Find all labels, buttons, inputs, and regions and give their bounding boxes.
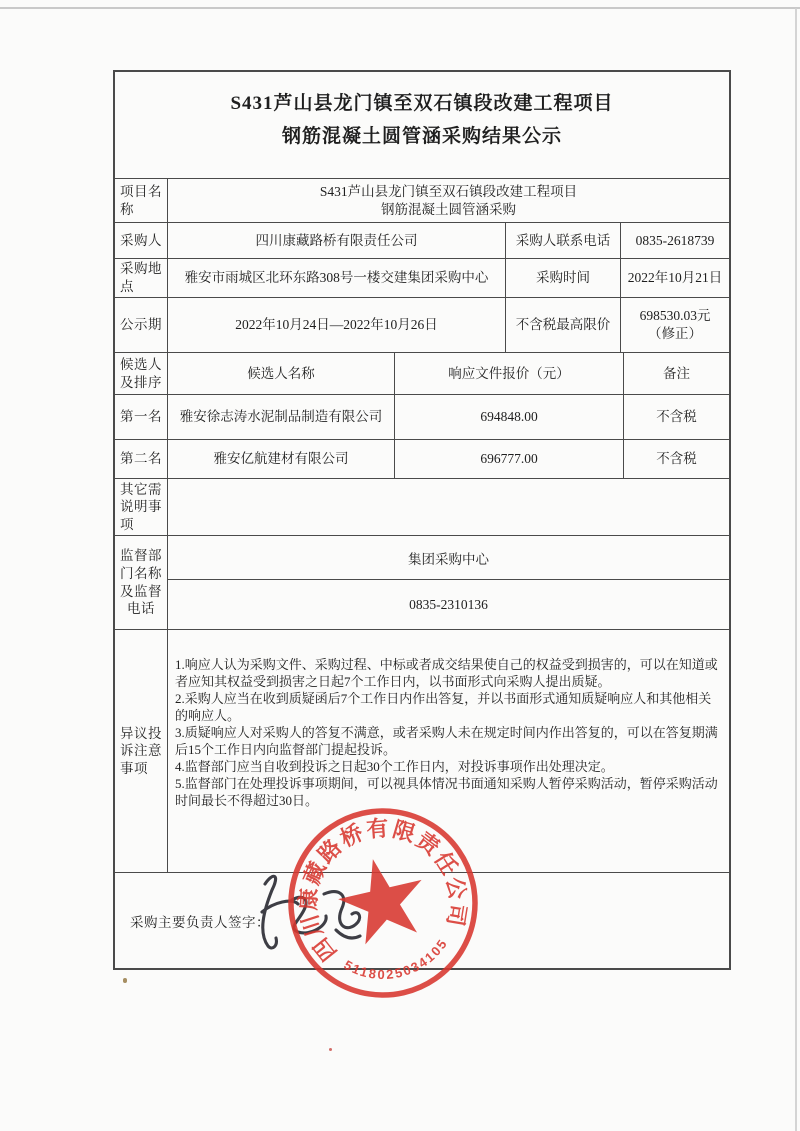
complaint-item-2: 2.采购人应当在收到质疑函后7个工作日内作出答复，并以书面形式通知质疑响应人和其他相关的响应人。 <box>175 691 712 723</box>
purchaser-value: 四川康藏路桥有限责任公司 <box>168 223 506 258</box>
complaint-label: 异议投诉注意事项 <box>115 630 168 872</box>
project-name-value <box>168 179 729 222</box>
location-value: 雅安市雨城区北环东路308号一楼交建集团采购中心 <box>168 259 506 297</box>
purchaser-phone-value: 0835-2618739 <box>635 232 715 248</box>
candidate-1-rank: 第一名 <box>115 395 168 439</box>
candidate-2-rank: 第二名 <box>115 440 168 478</box>
other-notes-label: 其它需说明事项 <box>115 479 168 535</box>
purchase-time-value: 2022年10月21日 <box>627 270 723 286</box>
complaint-item-1: 1.响应人认为采购文件、采购过程、中标或者成交结果使自己的权益受到损害的，可以在知道或者应知其权益受到损害之日起7个工作日内，以书面形式向采购人提出质疑。 <box>175 657 718 689</box>
title-line-1: S431芦山县龙门镇至双石镇段改建工程项目 <box>230 93 614 114</box>
publicity-label: 公示期 <box>115 298 168 352</box>
row-purchaser <box>115 222 729 258</box>
complaint-item-5: 5.监督部门在处理投诉事项期间，可以视具体情况书面通知采购人暂停采购活动，暂停采购活动时间最长不得超过30日。 <box>175 776 718 808</box>
supervision-values <box>168 536 729 629</box>
purchase-time-label: 采购时间 <box>506 259 621 297</box>
supervision-label: 监督部门名称及监督电话 <box>115 536 168 629</box>
complaint-item-3: 3.质疑响应人对采购人的答复不满意，或者采购人未在规定时间内作出答复的，可以在答复期满后15个工作日内向监督部门提起投诉。 <box>175 725 718 757</box>
document-title <box>230 87 613 163</box>
candidates-price-header: 响应文件报价（元） <box>395 353 624 394</box>
project-name-value-line1: S431芦山县龙门镇至双石镇段改建工程项目 <box>319 183 578 199</box>
project-name-label: 项目名称 <box>115 179 168 222</box>
signature-label: 采购主要负责人签字： <box>130 914 270 930</box>
publicity-value: 2022年10月24日—2022年10月26日 <box>168 298 506 352</box>
seal-company-text: 四川康藏路桥有限责任公司 <box>295 815 471 966</box>
max-price-label: 不含税最高限价 <box>506 298 621 352</box>
table-row-candidate-2 <box>115 439 729 478</box>
candidate-1-remark: 不含税 <box>656 409 697 425</box>
row-candidates-header <box>115 352 729 394</box>
row-location <box>115 258 729 297</box>
title-line-2: 钢筋混凝土圆管涵采购结果公示 <box>281 126 562 147</box>
candidates-name-header: 候选人名称 <box>168 353 395 394</box>
row-other-notes <box>115 478 729 535</box>
location-label: 采购地点 <box>115 259 168 297</box>
supervision-dept: 集团采购中心 <box>408 551 489 567</box>
complaint-item-4: 4.监督部门应当自收到投诉之日起30个工作日内，对投诉事项作出处理决定。 <box>175 759 614 774</box>
scan-speck <box>123 978 127 983</box>
max-price-note: （修正） <box>648 326 702 341</box>
svg-text:5118025034105 <box>339 934 455 992</box>
candidate-1-price: 694848.00 <box>395 395 624 439</box>
candidate-1-name: 雅安徐志涛水泥制品制造有限公司 <box>168 395 395 439</box>
candidate-2-price: 696777.00 <box>395 440 624 478</box>
purchaser-phone-label: 采购人联系电话 <box>506 223 621 258</box>
max-price-amount: 698530.03元 <box>639 308 711 324</box>
other-notes-value <box>168 479 729 535</box>
company-seal <box>283 803 483 1003</box>
page-top-edge <box>0 7 800 9</box>
candidate-2-remark: 不含税 <box>656 451 697 467</box>
max-price-value <box>621 298 729 352</box>
table-row-candidate-1 <box>115 394 729 439</box>
seal-star-icon <box>331 850 433 949</box>
candidates-rank-label: 候选人及排序 <box>115 353 168 394</box>
page-right-edge <box>795 8 797 1131</box>
candidates-remark-header: 备注 <box>663 365 690 381</box>
scan-dot <box>329 1048 332 1051</box>
candidate-2-name: 雅安亿航建材有限公司 <box>168 440 395 478</box>
project-name-value-line2: 钢筋混凝土圆管涵采购 <box>381 201 516 217</box>
row-project-name <box>115 178 729 222</box>
purchaser-label: 采购人 <box>115 223 168 258</box>
supervision-phone: 0835-2310136 <box>168 579 729 629</box>
row-publicity-period <box>115 297 729 352</box>
row-supervision <box>115 535 729 629</box>
seal-number-text: 5118025034105 <box>341 936 450 983</box>
title-block <box>115 72 729 178</box>
